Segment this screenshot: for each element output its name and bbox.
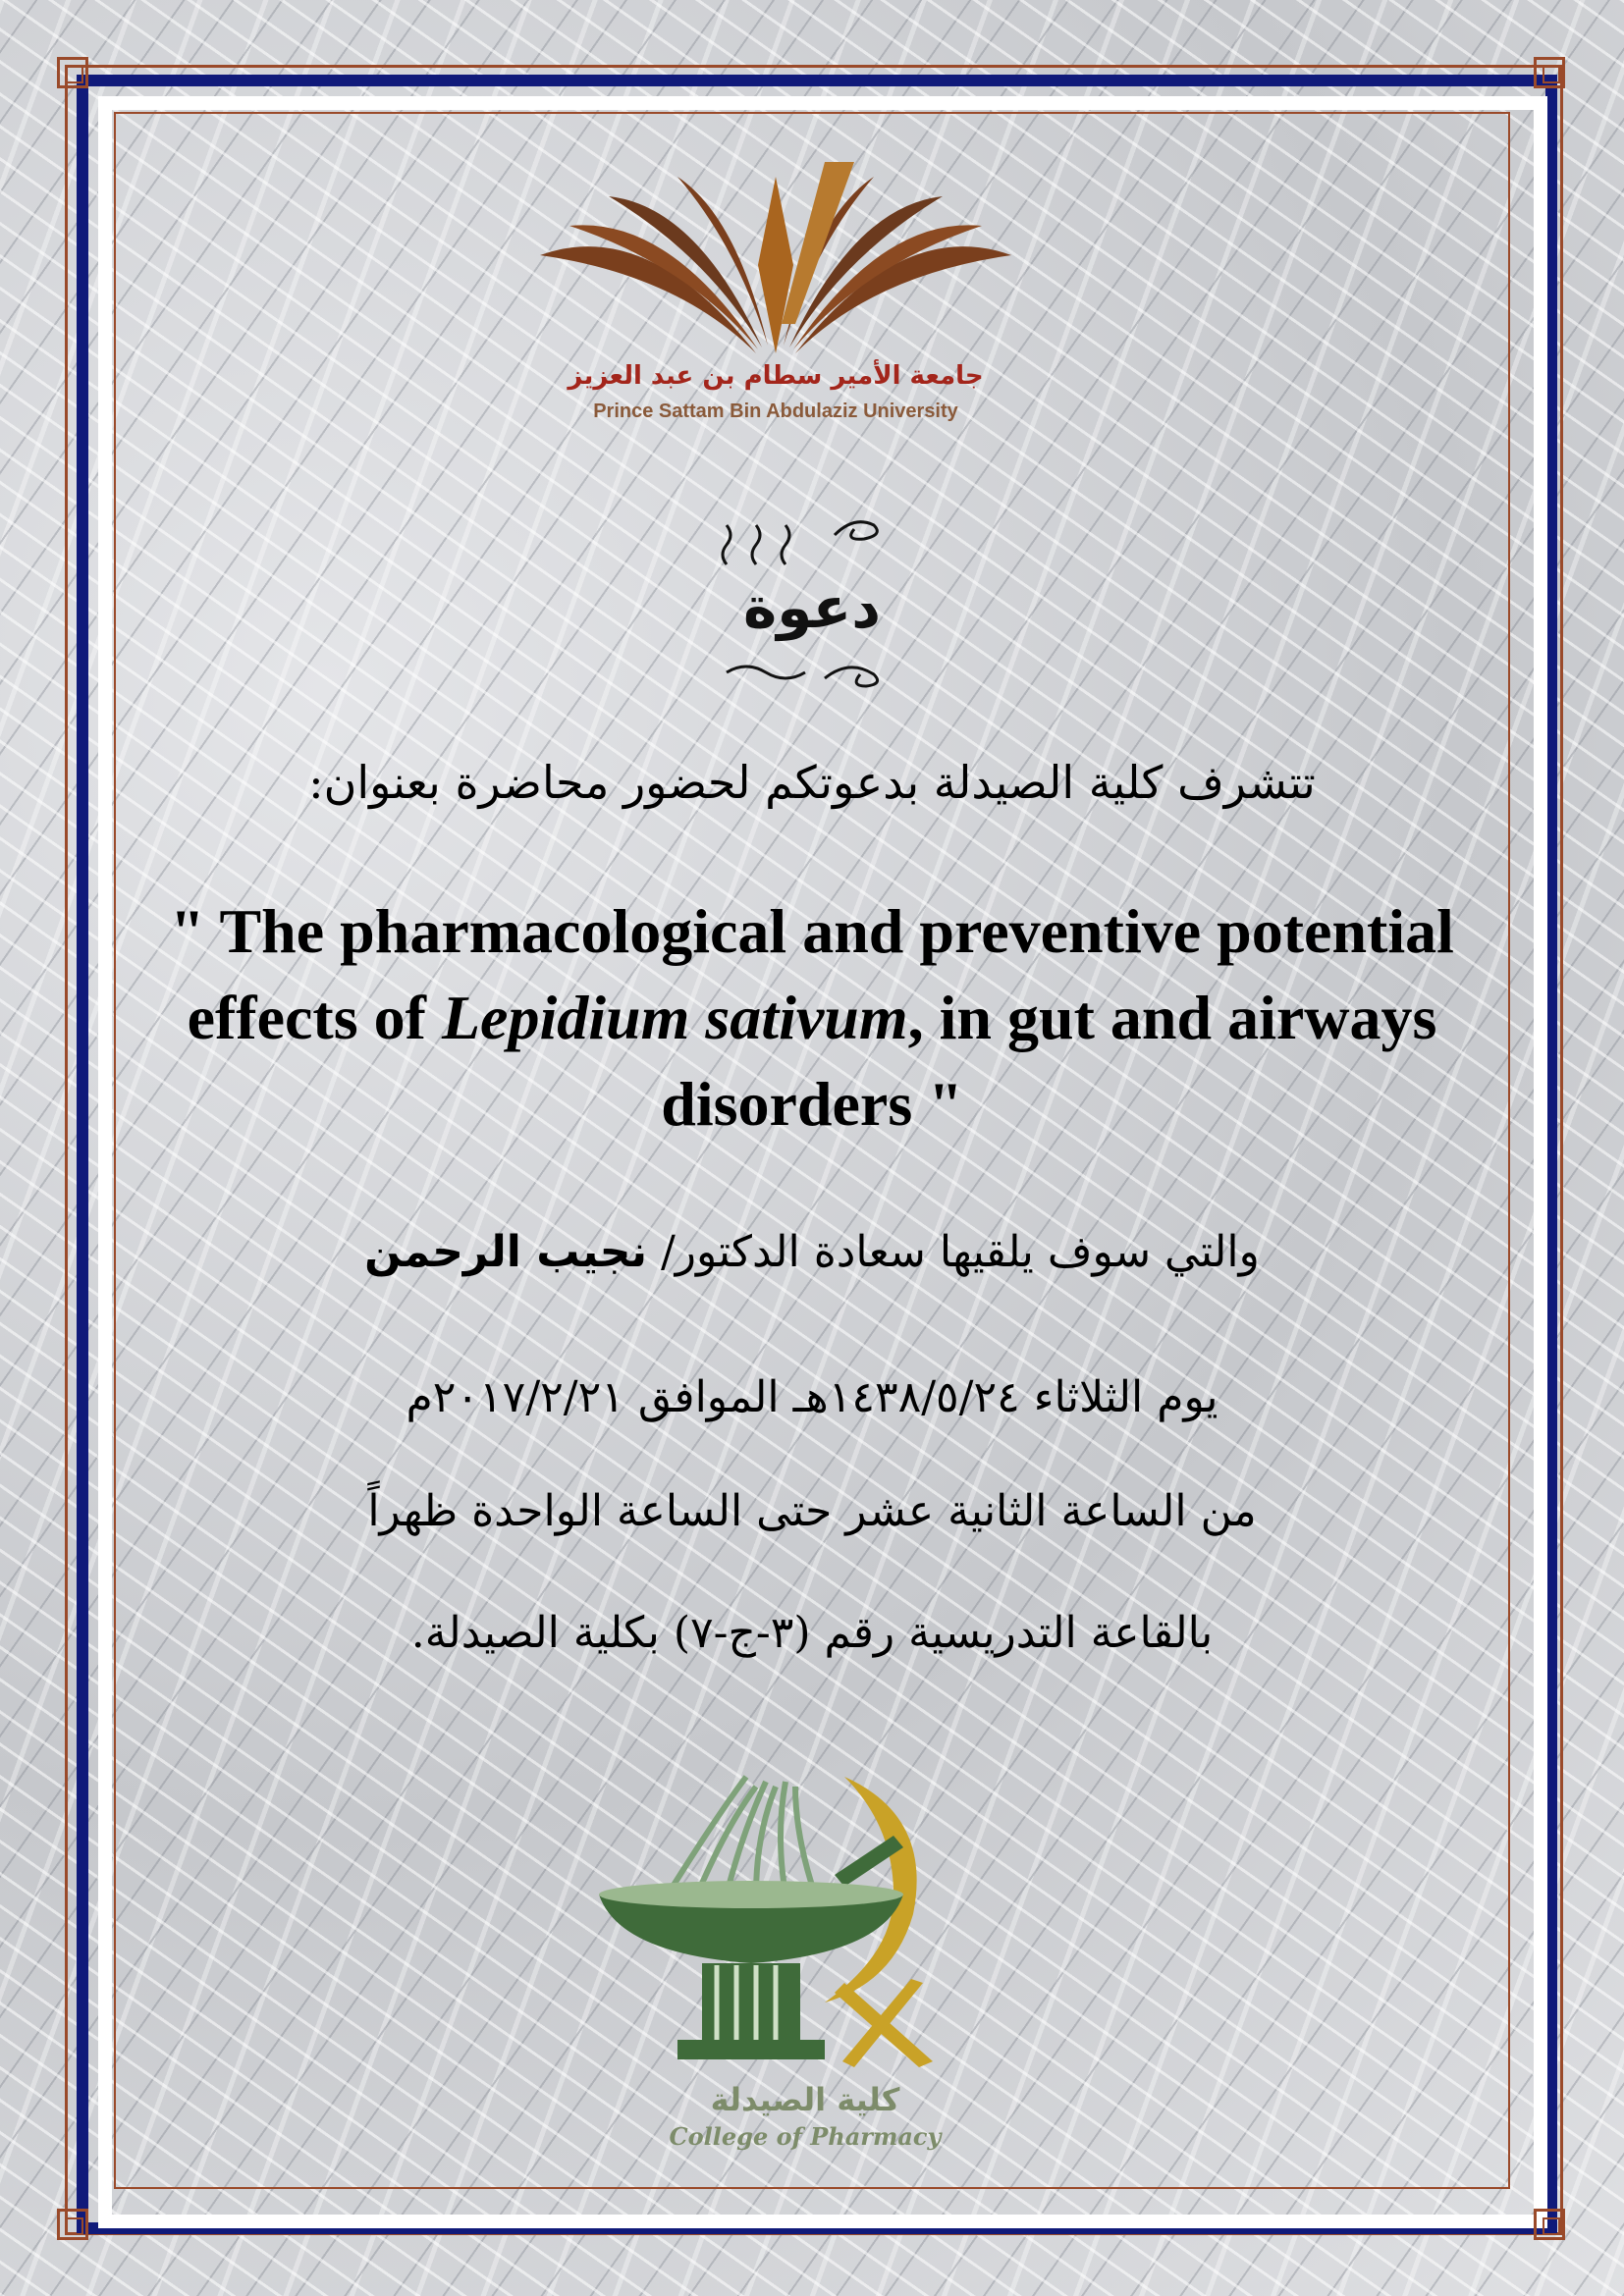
- corner-ornament-top-left: [57, 57, 88, 88]
- university-logo: [530, 157, 1021, 432]
- speaker-prefix: والتي سوف يلقيها سعادة الدكتور/: [660, 1227, 1260, 1277]
- lecture-title-species: Lepidium sativum: [441, 983, 908, 1052]
- open-book-fan-logo-icon: [530, 157, 1021, 353]
- corner-ornament-bottom-left: [57, 2209, 88, 2240]
- corner-ornament-top-right: [1534, 57, 1565, 88]
- venue-line: بالقاعة التدريسية رقم (٣-ج-٧) بكلية الصيدلة.: [410, 1608, 1214, 1658]
- invitation-word: دعوة: [743, 574, 881, 641]
- lecture-title-part1: " The pharmacological and preventive potential effects of: [170, 896, 1454, 1052]
- university-name-english: Prince Sattam Bin Abdulaziz University: [593, 400, 958, 422]
- date-line: يوم الثلاثاء ١٤٣٨/٥/٢٤هـ الموافق ٢٠١٧/٢/٢١م: [406, 1372, 1218, 1422]
- time-line: من الساعة الثانية عشر حتى الساعة الواحدة ظهراً: [367, 1486, 1257, 1536]
- speaker-name: نجيب الرحمن: [364, 1227, 647, 1277]
- university-name-arabic: جامعة الأمير سطام بن عبد العزيز: [568, 361, 984, 391]
- invitation-intro: تتشرف كلية الصيدلة بدعوتكم لحضور محاضرة بعنوان:: [308, 756, 1316, 809]
- college-logo: [599, 1757, 1011, 2160]
- lecture-title: [147, 888, 1477, 1148]
- speaker-line: [137, 1227, 1487, 1277]
- corner-ornament-bottom-right: [1534, 2209, 1565, 2240]
- invitation-heading: [687, 506, 937, 702]
- mortar-pestle-rx-logo-icon: [599, 1757, 1011, 2081]
- college-name-arabic: كلية الصيدلة: [710, 2081, 900, 2118]
- college-name-english: College of Pharmacy: [669, 2122, 942, 2151]
- lecture-title-part2: , in gut and airways disorders ": [661, 983, 1437, 1139]
